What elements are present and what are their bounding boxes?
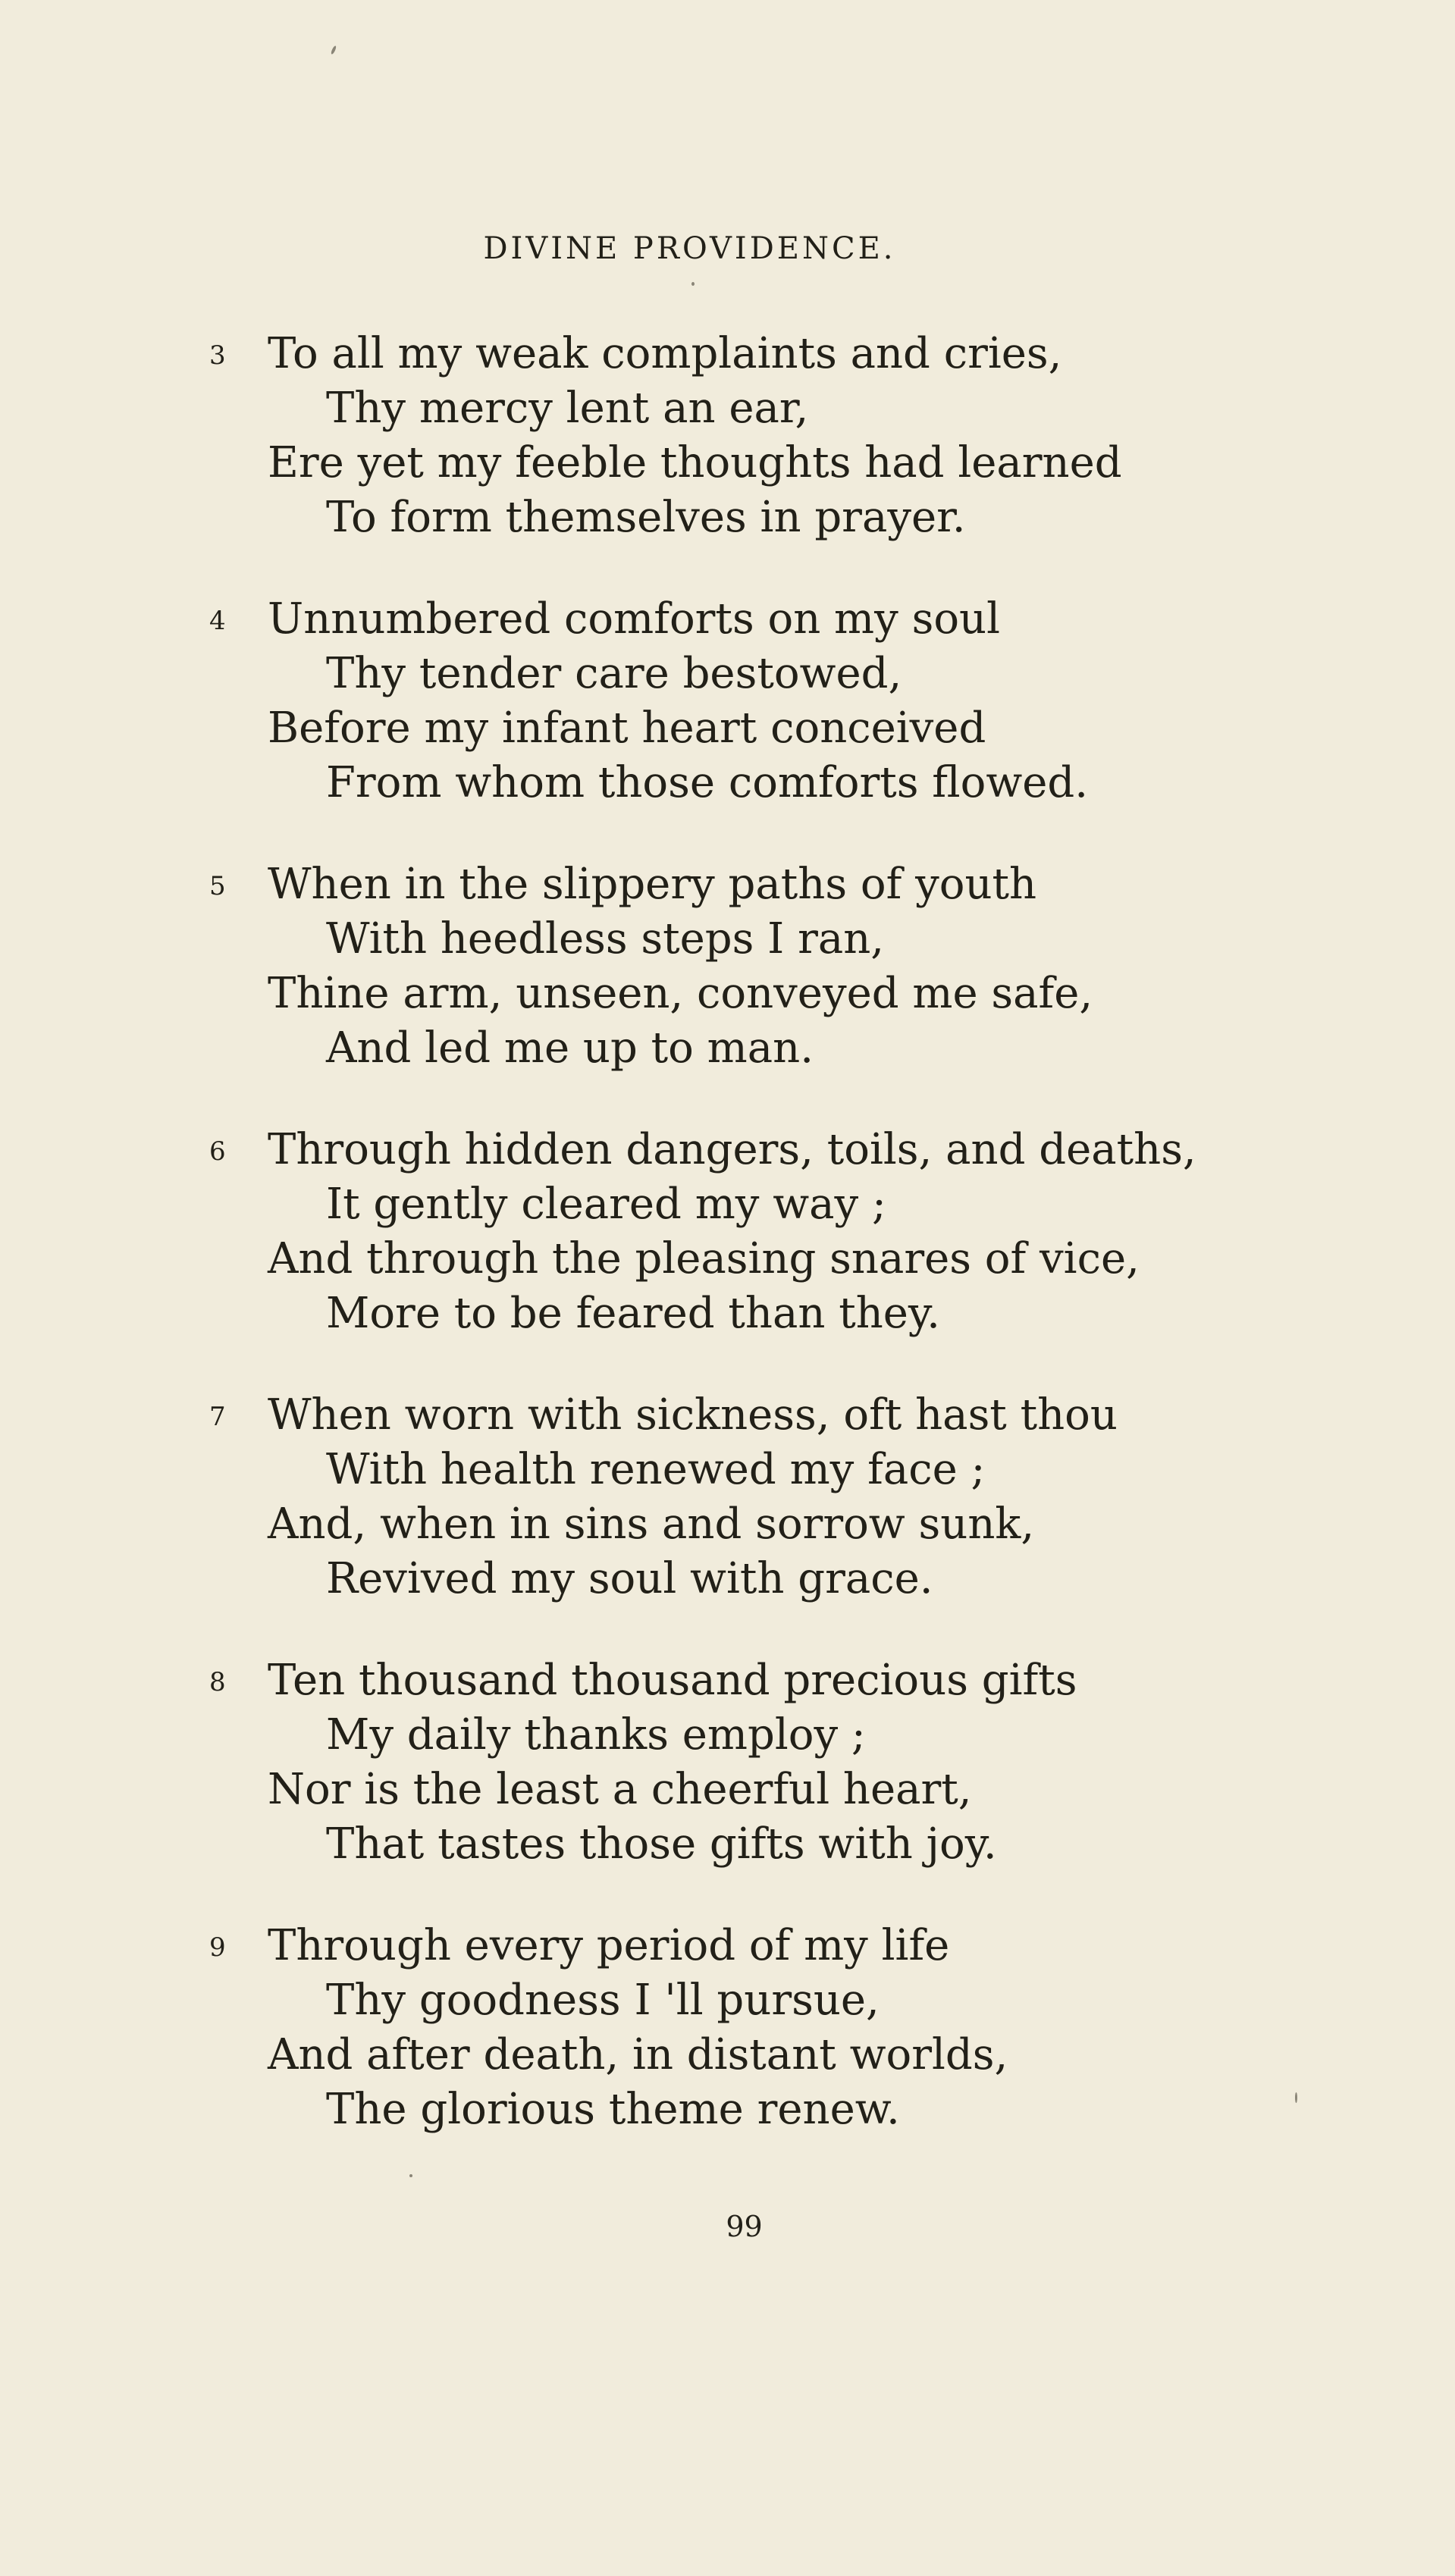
verse-line: It gently cleared my way ; <box>326 1180 886 1229</box>
verse-line: From whom those comforts flowed. <box>326 758 1089 807</box>
verse-line: And, when in sins and sorrow sunk, <box>268 1500 1035 1549</box>
page-number: 99 <box>726 2210 763 2243</box>
verse-line: When worn with sickness, oft hast thou <box>268 1390 1118 1440</box>
verse-line: When in the slippery paths of youth <box>268 860 1037 909</box>
verse-number: 4 <box>209 606 226 636</box>
verse-line: Thy tender care bestowed, <box>326 649 902 698</box>
ink-speck <box>691 282 695 286</box>
verse-line: My daily thanks employ ; <box>326 1710 866 1760</box>
verse-line: Ten thousand thousand precious gifts <box>268 1656 1077 1705</box>
verse-number: 5 <box>209 871 226 901</box>
verse-line: Through every period of my life <box>268 1921 950 1970</box>
verse-line: With health renewed my face ; <box>326 1445 986 1494</box>
verse-line: More to be feared than they. <box>326 1289 940 1338</box>
verse-line: And after death, in distant worlds, <box>268 2030 1008 2079</box>
verse-line: Thy mercy lent an ear, <box>326 384 809 433</box>
ink-speck <box>331 45 337 55</box>
verse-line: Ere yet my feeble thoughts had learned <box>268 438 1122 487</box>
verse-line: Revived my soul with grace. <box>326 1554 933 1603</box>
ink-speck <box>1295 2092 1297 2103</box>
verse-number: 8 <box>209 1667 226 1697</box>
verse-number: 7 <box>209 1402 226 1432</box>
verse-number: 6 <box>209 1136 226 1167</box>
verse-line: The glorious theme renew. <box>326 2085 900 2134</box>
verse-line: That tastes those gifts with joy. <box>326 1819 997 1869</box>
verse-line: With heedless steps I ran, <box>326 914 885 964</box>
running-head: DIVINE PROVIDENCE. <box>483 231 896 266</box>
verse-line: Unnumbered comforts on my soul <box>268 594 1001 644</box>
verse-line: Through hidden dangers, toils, and deaths, <box>268 1125 1196 1174</box>
ink-speck <box>409 2174 412 2177</box>
verse-line: And through the pleasing snares of vice, <box>268 1234 1140 1283</box>
verse-number: 3 <box>209 340 226 371</box>
verse-line: Thine arm, unseen, conveyed me safe, <box>268 969 1093 1018</box>
verse-number: 9 <box>209 1932 226 1963</box>
verse-line: To all my weak complaints and cries, <box>268 329 1062 378</box>
verse-line: And led me up to man. <box>326 1023 814 1073</box>
verse-line: Before my infant heart conceived <box>268 704 986 753</box>
verse-line: Thy goodness I 'll pursue, <box>326 1976 880 2025</box>
verse-line: Nor is the least a cheerful heart, <box>268 1765 972 1814</box>
verse-line: To form themselves in prayer. <box>326 493 966 542</box>
